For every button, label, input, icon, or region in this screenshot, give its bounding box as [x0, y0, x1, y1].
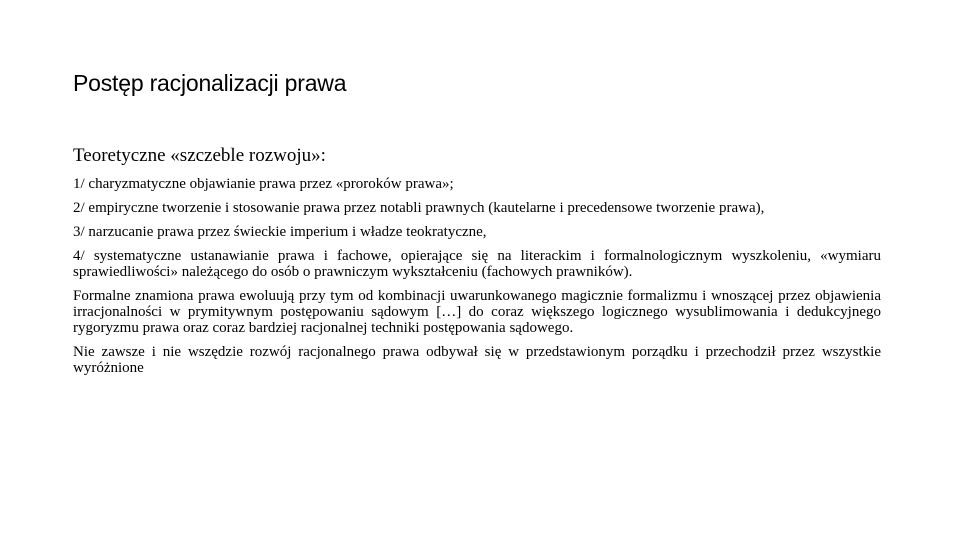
content-heading: Teoretyczne «szczeble rozwoju»: [73, 145, 326, 166]
slide-content [73, 142, 881, 384]
closing-paragraph: Nie zawsze i nie wszędzie rozwój racjonalnego prawa odbywał się w przedstawionym porządku i przechodził przez wszystkie wyróżnione [73, 344, 881, 376]
stage-1-paragraph: 1/ charyzmatyczne objawianie prawa przez «proroków prawa»; [73, 176, 454, 192]
stage-4-paragraph: 4/ systematyczne ustanawianie prawa i fachowe, opierające się na literackim i formalnologicznym wyszkoleniu, «wymiaru sprawiedliwości» należącego do osób o prawniczym wykształceniu (fachowych prawników). [73, 248, 881, 280]
stage-3-paragraph: 3/ narzucanie prawa przez świeckie imperium i władze teokratyczne, [73, 224, 487, 240]
formal-features-paragraph: Formalne znamiona prawa ewoluują przy tym od kombinacji uwarunkowanego magicznie formalizmu i wnoszącej przez objawienia irracjonalności w prymitywnym postępowaniu sądowym […] do coraz większego logicznego wysublimowania i dedukcyjnego rygoryzmu prawa oraz coraz bardziej racjonalnej techniki postępowania sądowego. [73, 288, 881, 336]
stage-2-paragraph: 2/ empiryczne tworzenie i stosowanie prawa przez notabli prawnych (kautelarne i precedensowe tworzenie prawa), [73, 200, 765, 216]
slide-title: Postęp racjonalizacji prawa [73, 70, 347, 96]
